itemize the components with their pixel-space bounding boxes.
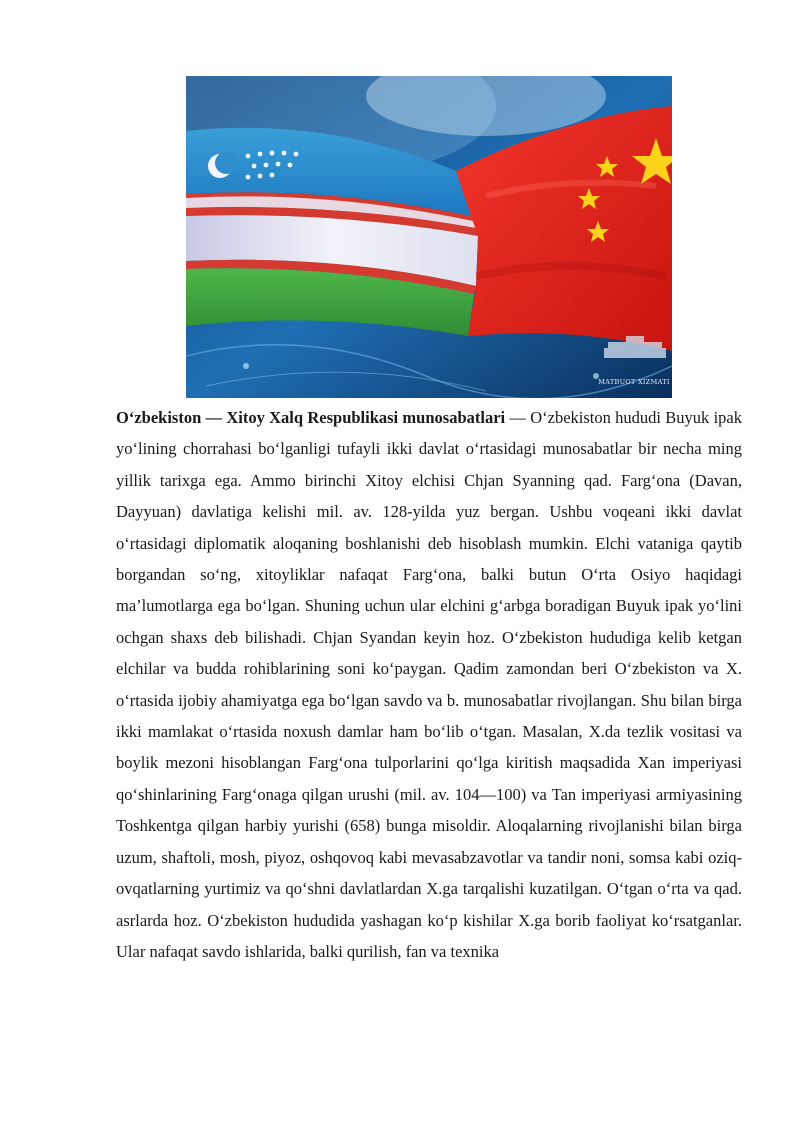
uzbekistan-china-flags-image	[186, 76, 672, 398]
article-title: O‘zbekiston — Xitoy Xalq Respublikasi munosabatlari	[116, 408, 506, 427]
article-body: — O‘zbekiston hududi Buyuk ipak yo‘lining chorrahasi bo‘lganligi tufayli ikki davlat o‘rtasidagi munosabatlar bir necha ming yillik tarixga ega. Ammo birinchi Xitoy elchisi Chjan Syanning qad. Farg‘ona (Davan, Dayyuan) davlatiga kelishi mil. av. 128-yilda yuz bergan. Ushbu voqeani ikki davlat o‘rtasidagi diplomatik aloqaning boshlanishi deb hisoblash mumkin. Elchi vataniga qaytib borgandan so‘ng, xitoyliklar nafaqat Farg‘ona, balki butun O‘rta Osiyo haqidagi ma’lumotlarga ega bo‘lgan. Shuning uchun ular elchini g‘arbga boradigan Buyuk ipak yo‘lini ochgan shaxs deb bilishadi. Chjan Syandan keyin hoz. O‘zbekiston hududiga kelib ketgan elchilar va budda rohiblarining soni ko‘paygan. Qadim zamondan beri O‘zbekiston va X. o‘rtasida ijobiy ahamiyatga ega bo‘lgan savdo va b. munosabatlar rivojlangan. Shu bilan birga ikki mamlakat o‘rtasida noxush damlar ham bo‘lib o‘tgan. Masalan, X.da tezlik vositasi va boylik mezoni hisoblangan Farg‘ona tulporlarini qo‘lga kiritish maqsadida Xan imperiyasi qo‘shinlarining Farg‘onaga qilgan urushi (mil. av. 104—100) va Tan imperiyasi armiyasining Toshkentga qilgan harbiy yurishi (658) bunga misoldir. Aloqalarning rivojlanishi bilan birga uzum, shaftoli, mosh, piyoz, oshqovoq kabi mevasabzavotlar va tandir noni, somsa kabi oziq-ovqatlarning yurtimiz va qo‘shni davlatlardan X.ga tarqalishi kuzatilgan. O‘tgan o‘rta va qad. asrlarda hoz. O‘zbekiston hududida yashagan ko‘p kishilar X.ga borib faoliyat ko‘rsatganlar. Ular nafaqat savdo ishlarida, balki qurilish, fan va texnika	[116, 408, 742, 961]
flags-illustration	[186, 76, 672, 398]
article-paragraph	[116, 402, 742, 967]
image-watermark-text: MATBUOT XIZMATI	[598, 378, 670, 386]
